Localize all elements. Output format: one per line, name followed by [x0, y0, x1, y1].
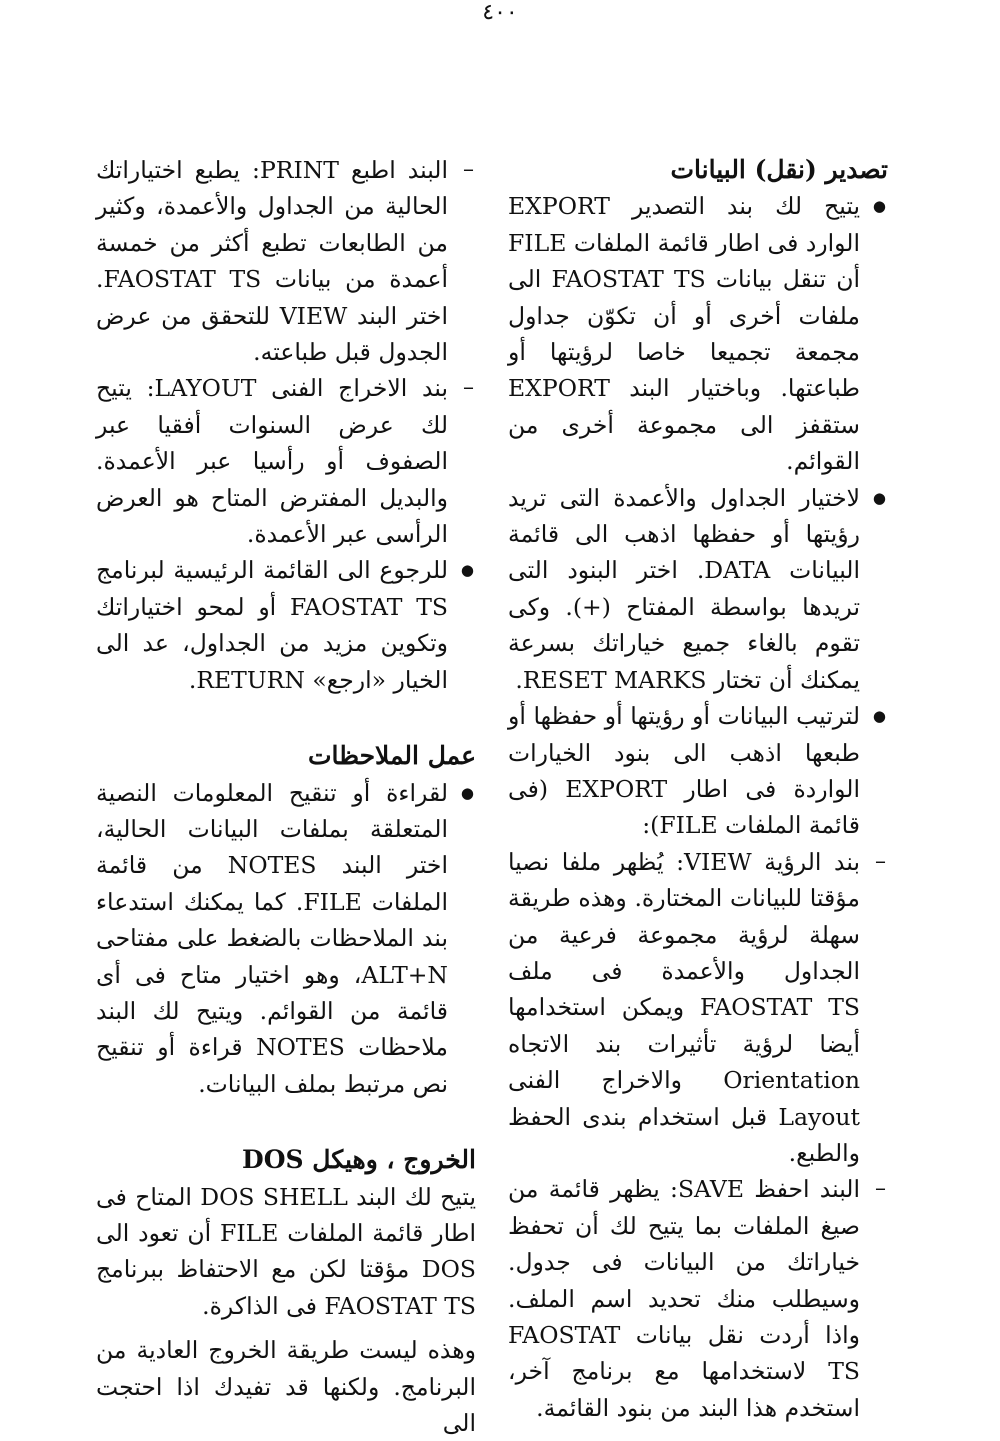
export-bullet-list — [508, 188, 888, 1426]
export-bullet-1: ● يتيح لك بند التصدير EXPORT الوارد فى اطار قائمة الملفات FILE أن تنقل بيانات FAOSTAT TS الى ملفات أخرى أو أن تكوّن جداول مجمعة تجميعا خاصا لرؤيتها أو طباعتها. وباختيار البند EXPORT ستقفز الى مجموعة أخرى من القوائم. — [508, 188, 888, 479]
print-option-item: – البند اطبع PRINT: يطبع اختياراتك الحالية من الجداول والأعمدة، وكثير من الطابعات تطبع أكثر من خمسة أعمدة من بيانات FAOSTAT TS. اختر البند VIEW للتحقق من عرض الجدول قبل طباعته. — [96, 152, 476, 370]
export-heading: تصدير (نقل) البيانات — [670, 155, 888, 184]
notes-bullet: ● لقراءة أو تنقيح المعلومات النصية المتعلقة بملفات البيانات الحالية، اختر البند NOTES من قائمة الملفات FILE. كما يمكنك استدعاء بند الملاحظات بالضغط على مفتاحى ALT+N، وهو اختيار متاح فى أى قائمة من القوائم. ويتيح لك البند ملاحظات NOTES قراءة أو تنقيح نص مرتبط بملف البيانات. — [96, 775, 476, 1103]
view-option-item: – بند الرؤية VIEW: يُظهر ملفا نصيا مؤقتا للبيانات المختارة. وهذه طريقة سهلة لرؤية مجموعة فرعية من الجداول والأعمدة فى ملف FAOSTAT TS ويمكن استخدامها أيضا لرؤية تأثيرات بند الاتجاه Orientation والاخراج الفنى Layout قبل استخدام بندى الحفظ والطبع. — [508, 844, 888, 1172]
return-bullet: ● للرجوع الى القائمة الرئيسية لبرنامج FAOSTAT TS أو لمحو اختياراتك وتكوين مزيد من الجداول، عد الى الخيار «ارجع» RETURN. — [96, 552, 476, 698]
page-number: ٤٠٠ — [482, 0, 518, 25]
section-gap — [96, 1102, 476, 1142]
dos-shell-paragraph: يتيح لك البند DOS SHELL المتاح فى اطار قائمة الملفات FILE أن تعود الى DOS مؤقتا لكن مع الاحتفاظ ببرنامج FAOSTAT TS فى الذاكرة. — [96, 1182, 476, 1320]
export-bullet-3: ● لترتيب البيانات أو رؤيتها أو حفظها أو طبعها اذهب الى بنود الخيارات الواردة فى اطار EXPORT (فى قائمة الملفات FILE): — [508, 698, 888, 844]
paragraph-gap — [96, 1324, 476, 1332]
notes-heading: عمل الملاحظات — [307, 741, 476, 771]
notes-bullet-list — [96, 775, 476, 1103]
save-option-item: – البند احفظ SAVE: يظهر قائمة من صيغ الملفات بما يتيح لك أن تحفظ خياراتك من البيانات فى جدول. وسيطلب منك تحديد اسم الملف. واذا أردت نقل بيانات FAOSTAT TS لاستخدامها مع برنامج آخر، استخدم هذا البند من بنود القائمة. — [508, 1171, 888, 1426]
exit-dos-heading: الخروج ، وهيكل DOS — [242, 1145, 476, 1175]
exit-note-paragraph: وهذه ليست طريقة الخروج العادية من البرنامج. ولكنها قد تفيدك اذا احتجت الى — [96, 1336, 476, 1437]
left-column — [96, 152, 476, 1441]
section-gap — [96, 698, 476, 738]
options-list-continued — [96, 152, 476, 698]
export-bullet-2: ● لاختيار الجداول والأعمدة التى تريد رؤيتها أو حفظها اذهب الى قائمة البيانات DATA. اختر البنود التى تريدها بواسطة المفتاح (+). وكى تقوم بالغاء جميع خياراتك بسرعة يمكنك أن تختار RESET MARKS. — [508, 480, 888, 698]
layout-option-item: – بند الاخراج الفنى LAYOUT: يتيح لك عرض السنوات أفقيا عبر الصفوف أو رأسيا عبر الأعمدة. والبديل المفترض المتاح هو العرض الرأسى عبر الأعمدة. — [96, 370, 476, 552]
right-column — [508, 152, 888, 1426]
